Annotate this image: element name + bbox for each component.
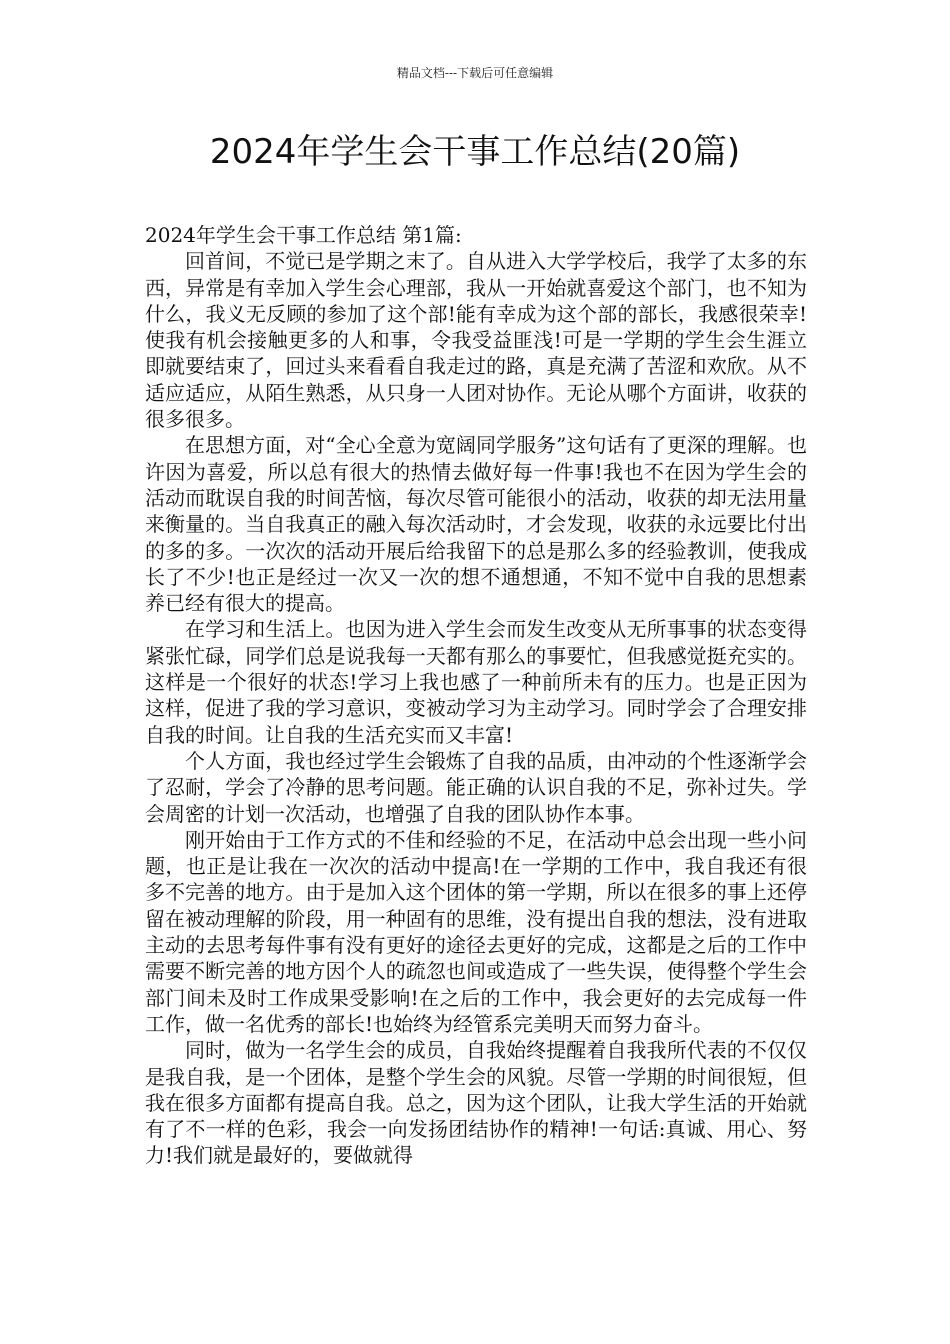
section-heading: 2024年学生会干事工作总结 第1篇: bbox=[145, 223, 462, 247]
document-title: 2024年学生会干事工作总结(20篇) bbox=[209, 132, 741, 172]
paragraph-4: 个人方面，我也经过学生会锻炼了自我的品质，由冲动的个性逐渐学会了忍耐，学会了冷静的思考问题。能正确的认识自我的不足，弥补过失。学会周密的计划一次活动，也增强了自我的团队协作本事。 bbox=[145, 748, 807, 826]
page-header: 精品文档---下载后可任意编辑 bbox=[396, 66, 554, 80]
document-body bbox=[145, 222, 807, 1169]
paragraph-6: 同时，做为一名学生会的成员，自我始终提醒着自我我所代表的不仅仅是我自我，是一个团体，是整个学生会的风貌。尽管一学期的时间很短，但我在很多方面都有提高自我。总之，因为这个团队，让我大学生活的开始就有了不一样的色彩，我会一向发扬团结协作的精神!一句话:真诚、用心、努力!我们就是最好的，要做就得 bbox=[145, 1038, 807, 1168]
paragraph-1: 回首间，不觉已是学期之末了。自从进入大学学校后，我学了太多的东西，异常是有幸加入学生会心理部，我从一开始就喜爱这个部门，也不知为什么，我义无反顾的参加了这个部!能有幸成为这个部的部长，我感很荣幸!使我有机会接触更多的人和事，令我受益匪浅!可是一学期的学生会生涯立即就要结束了，回过头来看看自我走过的路，真是充满了苦涩和欢欣。从不适应适应，从陌生熟悉，从只身一人团对协作。无论从哪个方面讲，收获的很多很多。 bbox=[145, 249, 807, 432]
paragraph-3: 在学习和生活上。也因为进入学生会而发生改变从无所事事的状态变得紧张忙碌，同学们总是说我每一天都有那么的事要忙，但我感觉挺充实的。这样是一个很好的状态!学习上我也感了一种前所未有的压力。也是正因为这样，促进了我的学习意识，变被动学习为主动学习。同时学会了合理安排自我的时间。让自我的生活充实而又丰富! bbox=[145, 617, 807, 747]
paragraph-2: 在思想方面，对“全心全意为宽阔同学服务”这句话有了更深的理解。也许因为喜爱，所以总有很大的热情去做好每一件事!我也不在因为学生会的活动而耽误自我的时间苦恼，每次尽管可能很小的活动，收获的却无法用量来衡量的。当自我真正的融入每次活动时，才会发现，收获的永远要比付出的多的多。一次次的活动开展后给我留下的总是那么多的经验教训，使我成长了不少!也正是经过一次又一次的想不通想通，不知不觉中自我的思想素养已经有很大的提高。 bbox=[145, 433, 807, 616]
paragraph-5: 刚开始由于工作方式的不佳和经验的不足，在活动中总会出现一些小问题，也正是让我在一次次的活动中提高!在一学期的工作中，我自我还有很多不完善的地方。由于是加入这个团体的第一学期，所以在很多的事上还停留在被动理解的阶段，用一种固有的思维，没有提出自我的想法，没有进取主动的去思考每件事有没有更好的途径去更好的完成，这都是之后的工作中需要不断完善的地方因个人的疏忽也间或造成了一些失误，使得整个学生会部门间未及时工作成果受影响!在之后的工作中，我会更好的去完成每一件工作，做一名优秀的部长!也始终为经管系完美明天而努力奋斗。 bbox=[145, 827, 807, 1036]
